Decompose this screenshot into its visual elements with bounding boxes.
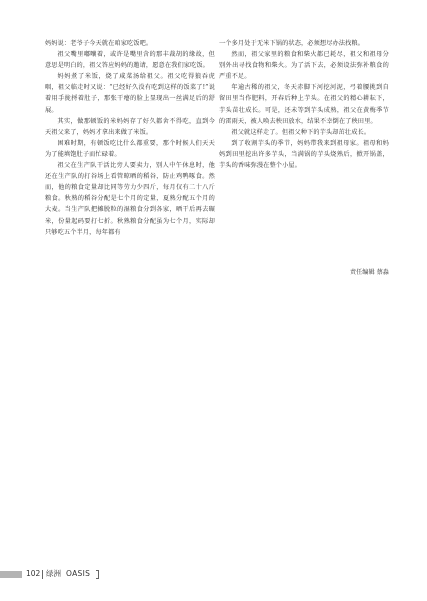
paragraph: 到了收割芋头的季节，妈妈带我来到祖母家。祖母和妈妈到田里挖出许多芋头，当满锅的芋头烧熟后，掀开锅盖，芋头的香味弥漫在整个小屋。 [219,139,389,170]
paragraph: 困难时期，有顿饭吃比什么都重要，那个时候人们天天为了能填饱肚子而忙碌着。 [45,139,215,158]
paragraph: 然而，祖父家里的粮食和柴火都已耗尽，祖父和祖母分别外出寻找食物和柴火。为了活下去，必须设法弥补粮食的严重不足。 [219,51,389,81]
paragraph: 年逾古稀的祖父，冬天赤脚下河挖河泥，弓着腰挑到自留田里当作肥料，开春后种上芋头。在祖父的精心耕耘下，芋头苗壮成长。可是，还未等到芋头成熟，祖父在黄梅季节的雷雨天，被人唤去秧田放水，结果不幸倒在了秧田里。 [219,84,389,125]
paragraph: 妈妈煮了米饭，烧了咸菜汤给祖父。祖父吃得狼吞虎咽，祖父临走时又说：“已经好久没有吃到这样的饭菜了!”说着用手拢捋着肚子，那张干瘪的脸上显现出一丝满足后的舒展。 [45,73,215,114]
page-number: 102 [26,569,41,578]
magazine-name-en: OASIS [66,569,91,578]
paragraph: 一个多月处于无米下锅的状态，必须想尽办法找粮。 [219,40,365,47]
magazine-name-zh: 绿洲 [46,569,61,578]
article-left-column [45,38,215,238]
editor-credit: 责任编辑 蔡淼 [349,269,389,276]
footer-divider [42,570,43,579]
footer-gray-bar [0,571,22,578]
article-right-column [219,38,389,171]
paragraph: 其实，做那顿饭的米妈妈存了好久都舍不得吃，直到今天祖父来了，妈妈才拿出来做了米饭。 [45,117,215,136]
page-footer [0,568,427,580]
footer-bracket-mark [96,570,99,579]
paragraph: 祖父就这样走了。但祖父种下的芋头却茁壮成长。 [231,128,371,136]
paragraph: 祖父在生产队干活比旁人要卖力，别人中午休息时，他还在生产队的打谷场上看管晾晒的稻谷，防止鸡鸭啄食。然而，他的粮食定量却比同等劳力少四斤，每月仅有二十八斤粮食。秋熟的稻谷分配是七个月的定量，夏熟分配五个月的大麦。当生产队把摊脱粒的湿粮食分到各家，晒干后再去碾米，份量起码要打七折。秋熟粮食分配虽为七个月，实际却只够吃五个半月，每年都有 [45,162,215,236]
paragraph: 祖父嘴里嘟囔着，或许是嘴里含的那丰裁胡的缘故，但意思是明白的，祖父答应妈妈的邀请，愿意在我们家吃饭。 [45,51,215,70]
paragraph: 妈妈说：老爷子今天就在咱家吃饭吧。 [45,40,153,47]
